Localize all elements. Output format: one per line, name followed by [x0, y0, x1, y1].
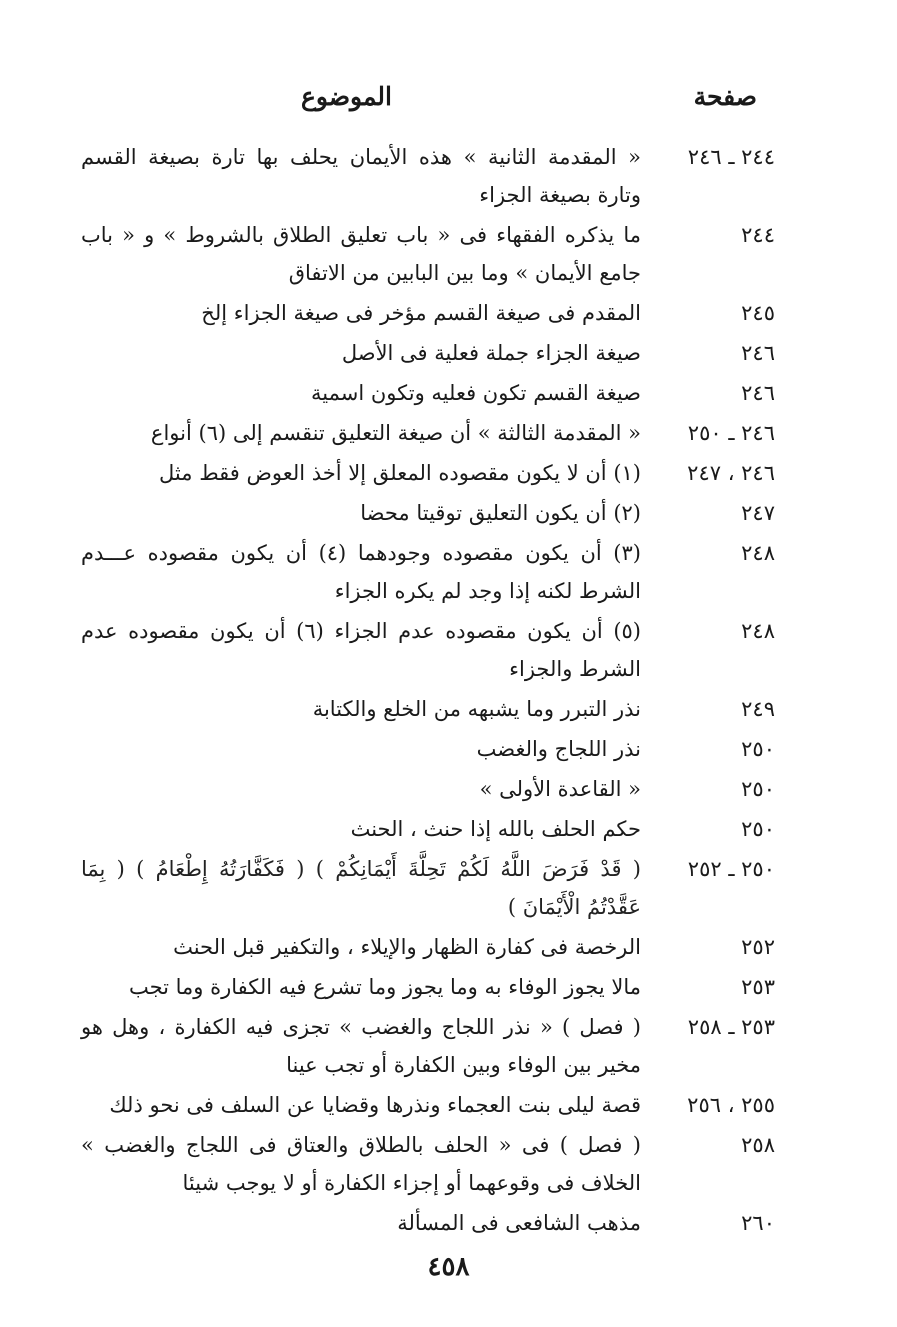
index-entry [0, 454, 897, 492]
entry-page-number: ٢٥٣ [741, 975, 775, 999]
entry-page-number: ٢٥٠ ـ ٢٥٢ [687, 857, 775, 881]
entry-topic: الرخصة فى كفارة الظهار والإيلاء ، والتكفير قبل الحنث [173, 935, 641, 959]
entry-page-number: ٢٦٠ [741, 1211, 775, 1235]
entry-page-number: ٢٥٢ [741, 935, 775, 959]
index-entry [0, 1086, 897, 1124]
entry-page-number: ٢٤٥ [741, 301, 775, 325]
entry-topic: قصة ليلى بنت العجماء ونذرها وقضايا عن السلف فى نحو ذلك [109, 1093, 641, 1117]
index-entry [0, 850, 897, 926]
entry-topic: صيغة الجزاء جملة فعلية فى الأصل [341, 341, 641, 365]
entry-page-number: ٢٥٠ [741, 817, 775, 841]
index-entry [0, 1204, 897, 1242]
entry-topic: ( فصل ) « نذر اللجاج والغضب » تجزى فيه الكفارة ، وهل هو مخير بين الوفاء وبين الكفارة أو تجب عينا [81, 1015, 641, 1077]
index-entry [0, 534, 897, 610]
index-entry [0, 216, 897, 292]
index-entry [0, 1008, 897, 1084]
entry-topic: « القاعدة الأولى » [479, 777, 641, 801]
entry-topic-quran-verses: ( قَدْ فَرَضَ اللَّهُ لَكُمْ تَحِلَّةَ أَيْمَانِكُمْ ) ( فَكَفَّارَتُهُ إِطْعَامُ ) ( بِمَا عَقَّدْتُمُ الْأَيْمَانَ ) [81, 857, 641, 919]
page-column-header: صفحة [693, 82, 757, 111]
entry-topic: « المقدمة الثانية » هذه الأيمان يحلف بها تارة بصيغة القسم وتارة بصيغة الجزاء [81, 145, 641, 207]
entry-page-number: ٢٤٦ ـ ٢٥٠ [687, 421, 775, 445]
entry-topic: (٥) أن يكون مقصوده عدم الجزاء (٦) أن يكون مقصوده عدم الشرط والجزاء [81, 619, 641, 681]
index-entry [0, 1126, 897, 1202]
index-entry [0, 928, 897, 966]
entry-page-number: ٢٤٦ [741, 341, 775, 365]
entry-topic: المقدم فى صيغة القسم مؤخر فى صيغة الجزاء إلخ [201, 301, 641, 325]
entry-page-number: ٢٤٨ [741, 541, 775, 565]
entry-page-number: ٢٤٦ [741, 381, 775, 405]
entry-page-number: ٢٥٠ [741, 737, 775, 761]
entry-topic: « المقدمة الثالثة » أن صيغة التعليق تنقسم إلى (٦) أنواع [150, 421, 641, 445]
index-entry [0, 730, 897, 768]
entry-page-number: ٢٤٤ ـ ٢٤٦ [687, 145, 775, 169]
entry-page-number: ٢٥٣ ـ ٢٥٨ [687, 1015, 775, 1039]
index-entry [0, 494, 897, 532]
index-entry [0, 690, 897, 728]
entry-topic: نذر اللجاج والغضب [476, 737, 641, 761]
entry-topic: ( فصل ) فى « الحلف بالطلاق والعتاق فى اللجاج والغضب » الخلاف فى وقوعهما أو إجزاء الكفارة أو لا يوجب شيئا [81, 1133, 641, 1195]
topic-column-header: الموضوع [301, 82, 392, 111]
index-entry [0, 374, 897, 412]
index-entry [0, 810, 897, 848]
index-entries [0, 138, 897, 1244]
entry-topic: مذهب الشافعى فى المسألة [397, 1211, 641, 1235]
entry-page-number: ٢٤٧ [741, 501, 775, 525]
entry-topic: ما يذكره الفقهاء فى « باب تعليق الطلاق بالشروط » و « باب جامع الأيمان » وما بين البابين من الاتفاق [81, 223, 641, 285]
index-entry [0, 334, 897, 372]
index-entry [0, 770, 897, 808]
entry-topic: نذر التبرر وما يشبهه من الخلع والكتابة [312, 697, 641, 721]
entry-page-number: ٢٤٦ ، ٢٤٧ [687, 461, 775, 485]
entry-topic: (١) أن لا يكون مقصوده المعلق إلا أخذ العوض فقط مثل [159, 461, 641, 485]
index-entry [0, 138, 897, 214]
entry-page-number: ٢٥٠ [741, 777, 775, 801]
entry-topic: مالا يجوز الوفاء به وما يجوز وما تشرع فيه الكفارة وما تجب [128, 975, 641, 999]
index-entry [0, 968, 897, 1006]
entry-topic: (٣) أن يكون مقصوده وجودهما (٤) أن يكون مقصوده عـــدم الشرط لكنه إذا وجد لم يكره الجزاء [81, 541, 641, 603]
entry-page-number: ٢٤٤ [741, 223, 775, 247]
entry-topic: حكم الحلف بالله إذا حنث ، الحنث [350, 817, 641, 841]
entry-page-number: ٢٥٨ [741, 1133, 775, 1157]
entry-page-number: ٢٤٩ [741, 697, 775, 721]
entry-page-number: ٢٥٥ ، ٢٥٦ [687, 1093, 775, 1117]
entry-page-number: ٢٤٨ [741, 619, 775, 643]
entry-topic: (٢) أن يكون التعليق توقيتا محضا [360, 501, 641, 525]
index-entry [0, 294, 897, 332]
index-entry [0, 612, 897, 688]
entry-topic: صيغة القسم تكون فعليه وتكون اسمية [311, 381, 641, 405]
page-folio-number: ٤٥٨ [427, 1252, 470, 1282]
index-entry [0, 414, 897, 452]
